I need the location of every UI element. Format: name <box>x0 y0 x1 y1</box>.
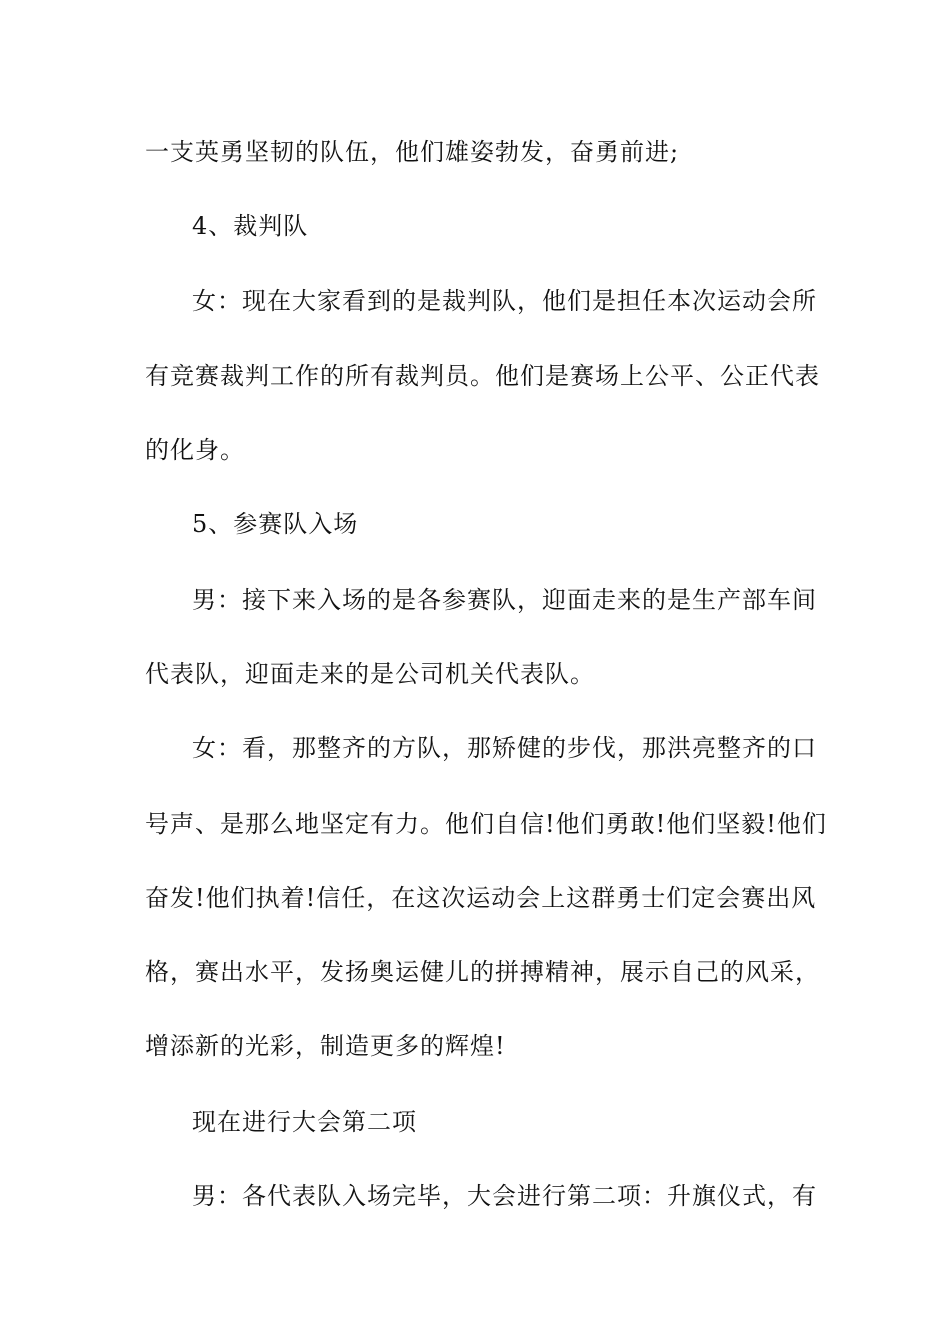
section-heading: 5、参赛队入场 <box>192 510 359 538</box>
text-line: 一支英勇坚韧的队伍，他们雄姿勃发，奋勇前进; <box>145 138 680 166</box>
text-line: 女：现在大家看到的是裁判队，他们是担任本次运动会所 <box>192 287 817 315</box>
text-line: 号声、是那么地坚定有力。他们自信!他们勇敢!他们坚毅!他们 <box>145 810 827 838</box>
text-line: 格，赛出水平，发扬奥运健儿的拼搏精神，展示自己的风采， <box>145 958 820 986</box>
text-line: 增添新的光彩，制造更多的辉煌! <box>145 1032 506 1060</box>
section-heading: 4、裁判队 <box>192 212 309 240</box>
text-line: 女：看，那整齐的方队，那矫健的步伐，那洪亮整齐的口 <box>192 734 817 762</box>
section-heading: 现在进行大会第二项 <box>192 1108 417 1136</box>
text-line: 奋发!他们执着!信任，在这次运动会上这群勇士们定会赛出风 <box>145 884 817 912</box>
text-line: 的化身。 <box>145 436 245 464</box>
text-line: 有竞赛裁判工作的所有裁判员。他们是赛场上公平、公正代表 <box>145 362 820 390</box>
text-line: 男：接下来入场的是各参赛队，迎面走来的是生产部车间 <box>192 586 817 614</box>
text-line: 男：各代表队入场完毕，大会进行第二项：升旗仪式，有 <box>192 1182 817 1210</box>
text-line: 代表队，迎面走来的是公司机关代表队。 <box>145 660 595 688</box>
